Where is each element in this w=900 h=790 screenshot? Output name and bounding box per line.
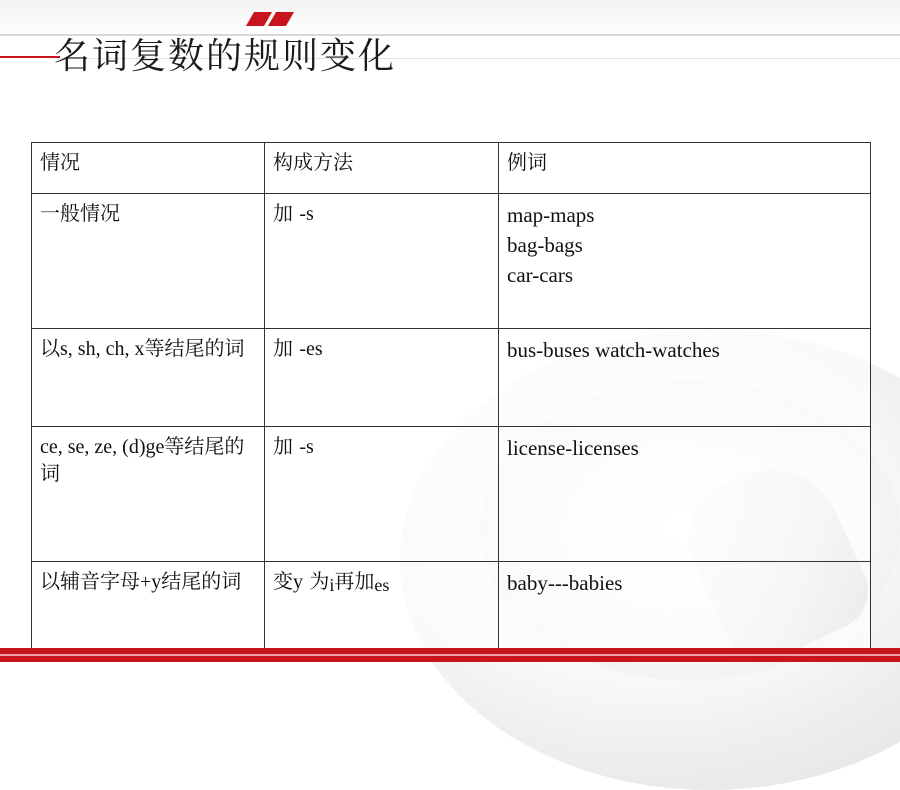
cell-situation: 以s, sh, ch, x等结尾的词: [32, 329, 265, 427]
example-word: bus-buses watch-watches: [507, 338, 720, 362]
example-word: baby---babies: [507, 571, 623, 595]
cell-method: 加 -s: [265, 194, 499, 329]
header-examples: 例词: [499, 143, 871, 194]
table-row: [32, 427, 871, 562]
cell-examples: [499, 194, 871, 329]
table-row: [32, 194, 871, 329]
bottom-bar-highlight: [0, 654, 900, 656]
table-row: [32, 562, 871, 660]
table-row: [32, 329, 871, 427]
cell-examples: [499, 329, 871, 427]
example-word: car-cars: [507, 263, 574, 287]
header-method: 构成方法: [265, 143, 499, 194]
slide-title: 名词复数的规则变化: [54, 36, 397, 77]
example-word: map-maps: [507, 203, 595, 227]
cell-method: 变y 为i再加es: [265, 562, 499, 660]
header-situation: 情况: [32, 143, 265, 194]
example-word: license-licenses: [507, 436, 639, 460]
cell-situation: ce, se, ze, (d)ge等结尾的词: [32, 427, 265, 562]
plural-rules-table: [31, 142, 871, 660]
cell-examples: [499, 562, 871, 660]
cell-situation: 一般情况: [32, 194, 265, 329]
cell-method: 加 -es: [265, 329, 499, 427]
cell-method: 加 -s: [265, 427, 499, 562]
title-red-underline: [0, 56, 60, 58]
cell-examples: [499, 427, 871, 562]
cell-situation: 以辅音字母+y结尾的词: [32, 562, 265, 660]
example-word: bag-bags: [507, 233, 583, 257]
table-header-row: [32, 143, 871, 194]
